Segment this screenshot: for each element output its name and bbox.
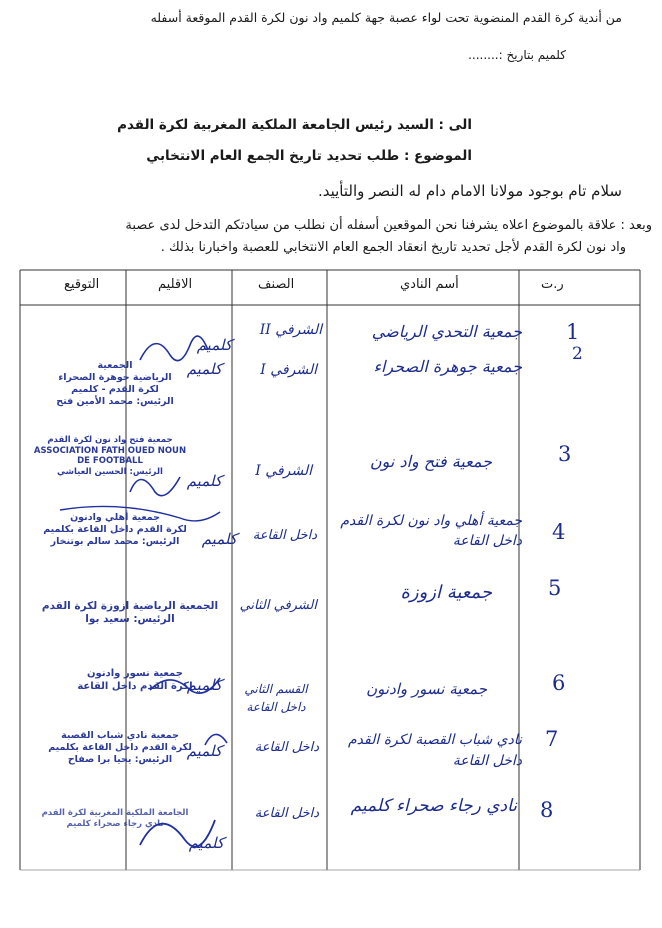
intro-line: من أندية كرة القدم المنضوية تحت لواء عصبة جهة كلميم واد نون لكرة القدم الموقعة أسفله [150,10,622,25]
signature-mark [130,477,180,496]
club-name: جمعية التحدي الرياضي [371,322,522,341]
club-category: الشرفي II [259,322,322,338]
row-number: 7 [545,727,559,751]
subject-line: الموضوع : طلب تحديد تاريخ الجمع العام الانتخابي [146,148,472,164]
club-name: جمعية نسور وادنون [366,680,487,698]
signature-mark [150,678,220,693]
row-number: 5 [548,576,562,600]
club-category: القسم الثاني داخل القاعة [244,682,308,714]
body-line-2: واد نون لكرة القدم لأجل تحديد تاريخ انعقاد الجمع العام الانتخابي للعصبة واخبارنا بذلك . [160,240,626,255]
stamp-line: جمعية نسور وادنون [87,668,183,679]
stamp-line: لكرة القدم داخل القاعة بكلميم [43,523,187,535]
stamp-line: لكرة القدم داخل القاعة بكلميم [48,741,192,753]
row-number: 4 [552,520,566,544]
stamp-line: جمعية أهلي وادنون [70,512,160,523]
column-header-signature: التوقيع [64,277,100,292]
stamp-line: جمعية فتح واد نون لكرة القدم [47,435,173,445]
stamp-line: DE FOOTBALL [77,456,143,467]
row-number: 8 [540,798,554,822]
stamp-line: لكرة القدم - كلميم [71,383,159,395]
row-number: 6 [552,671,566,695]
signature-mark [60,506,220,520]
date-line: كلميم بتاريخ :........ [468,48,566,62]
signature-mark [205,734,227,745]
row-number: 3 [558,442,572,466]
stamp-line: الرئيس: الحسين العياشي [57,466,163,477]
club-region: كلميم [186,472,222,490]
column-header-club: أسم النادي [400,277,459,292]
stamp-line: الرئيس: يحيا برا صفاح [67,753,173,765]
stamp-line: نادي رجاء صحراء كلميم [66,818,164,829]
stamp-line: الرئيس: سعيد بوا [85,613,175,626]
club-category: داخل القاعة [254,806,319,821]
row-number: 2 [572,344,583,364]
stamp-line: الجمعية [97,360,133,371]
club-region: كلميم [186,742,222,760]
club-region: كلميم [186,676,222,694]
club-category: داخل القاعة [254,740,319,755]
recipient-line: الى : السيد رئيس الجامعة الملكية المغربية لكرة القدم [117,117,472,133]
club-category: الشرفي I [260,362,317,378]
column-header-number: ر.ت [541,277,564,292]
stamp-line: الرئيس: محمد سالم بوتنخار [50,535,180,547]
stamp-line: الجمعية الرياضية ازوزة لكرة القدم [41,600,219,612]
club-region: كلميم [186,360,222,378]
column-header-category: الصنف [258,277,295,292]
club-name: جمعية ازوزة [400,582,492,603]
signature-mark [140,820,215,847]
club-region: كلميم [188,834,224,852]
club-category: الشرفي الثاني [239,598,317,613]
club-region: كلميم [201,530,237,548]
club-category: داخل القاعة [252,528,317,543]
body-line-1: وبعد : علاقة بالموضوع اعلاه يشرفنا نحن الموقعين أسفله أن نطلب من سيادتكم التدخل لدى عصبة [125,218,652,233]
stamp-line: الجامعة الملكية المغربية لكرة القدم [41,808,189,818]
club-region: كلميم [196,336,232,354]
column-header-region: الاقليم [158,277,193,292]
stamp-line: ASSOCIATION FATH OUED NOUN [33,445,187,456]
club-name: جمعية جوهرة الصحراء [373,357,522,376]
club-name: نادي شباب القصبة لكرة القدم داخل القاعة [348,732,522,769]
greeting-line: سلام تام بوجود مولانا الامام دام له النصر والتأييد. [317,182,622,200]
row-number: 1 [566,320,580,344]
stamp-line: الرياضية جوهرة الصحراء [58,371,172,383]
club-name: جمعية أهلي واد نون لكرة القدم داخل القاعة [340,513,522,549]
stamp-line: الرئيس: محمد الأمين فتح [56,395,174,407]
club-name: نادي رجاء صحراء كلميم [350,796,517,816]
club-category: الشرفي I [255,463,312,479]
club-name: جمعية فتح واد نون [369,452,492,471]
signature-mark [140,336,208,361]
stamp-line: لكرة القدم داخل القاعة [77,680,193,692]
stamp-line: جمعية نادي شباب القصبة [61,730,179,741]
